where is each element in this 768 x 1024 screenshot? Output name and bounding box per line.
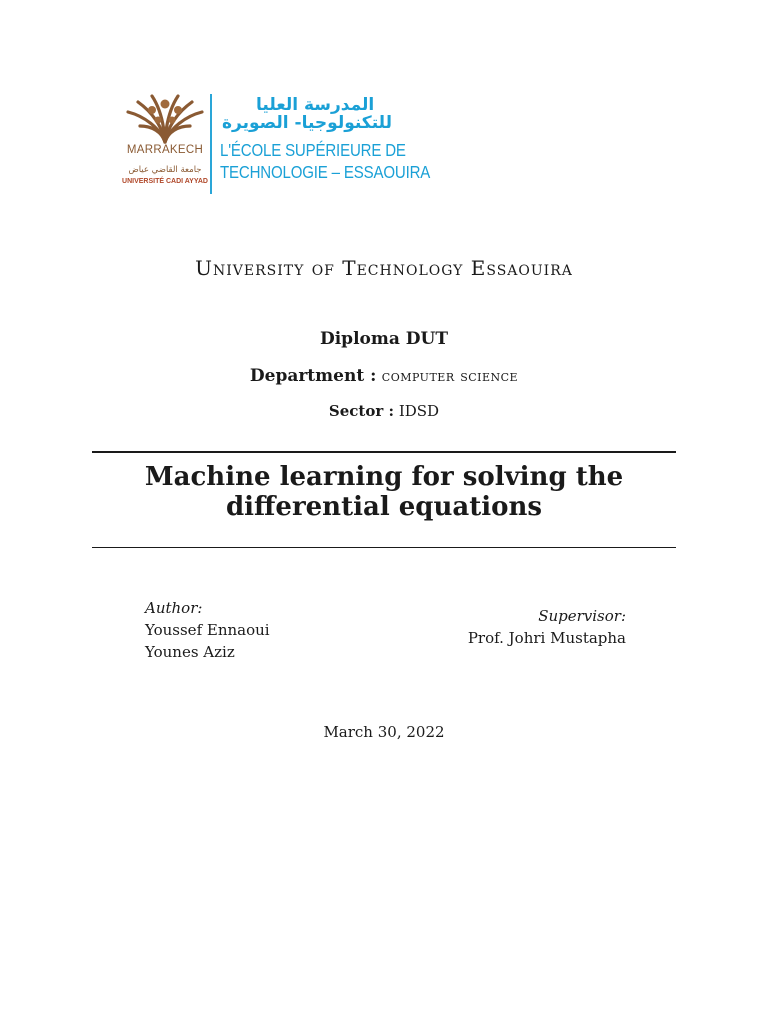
sector-label: Sector : <box>328 402 395 420</box>
school-arabic-line2: للتكنولوجيا- الصويرة <box>222 113 392 133</box>
document-date: March 30, 2022 <box>323 723 445 741</box>
thesis-title <box>92 462 676 522</box>
title-rule-top <box>92 451 676 453</box>
university-title: University of Technology Essaouira <box>195 256 573 280</box>
thesis-title-line2: differential equations <box>226 492 542 522</box>
author-label: Author: <box>145 599 203 617</box>
university-city: MARRAKECH <box>126 144 204 156</box>
university-name: UNIVERSITÉ CADI AYYAD <box>122 178 208 185</box>
author-name: Youssef Ennaoui <box>145 621 270 639</box>
school-arabic-line1: المدرسة العليا <box>256 95 375 115</box>
supervisor-label: Supervisor: <box>538 607 626 625</box>
university-arabic-name: جامعة القاضي عياض <box>128 165 202 175</box>
title-rule-bottom <box>92 547 676 548</box>
department-value: computer science <box>381 366 519 385</box>
author-block <box>145 597 270 663</box>
school-french-line1: L'ÉCOLE SUPÉRIEURE DE <box>220 140 406 160</box>
author-name: Younes Aziz <box>145 643 235 661</box>
logo-divider <box>210 94 212 194</box>
supervisor-block <box>468 605 626 649</box>
department-line <box>0 366 768 386</box>
sector-value: IDSD <box>398 402 440 420</box>
department-label: Department : <box>249 366 377 386</box>
supervisor-name: Prof. Johri Mustapha <box>467 629 626 647</box>
thesis-title-line1: Machine learning for solving the <box>144 462 624 492</box>
sector-line <box>0 402 768 420</box>
school-french-line2: TECHNOLOGIE – ESSAOUIRA <box>220 162 431 182</box>
palm-emblem-icon <box>122 92 208 146</box>
diploma: Diploma DUT <box>319 329 449 349</box>
school-logo <box>122 92 431 196</box>
university-emblem <box>122 92 212 196</box>
school-wordmark <box>218 92 431 196</box>
